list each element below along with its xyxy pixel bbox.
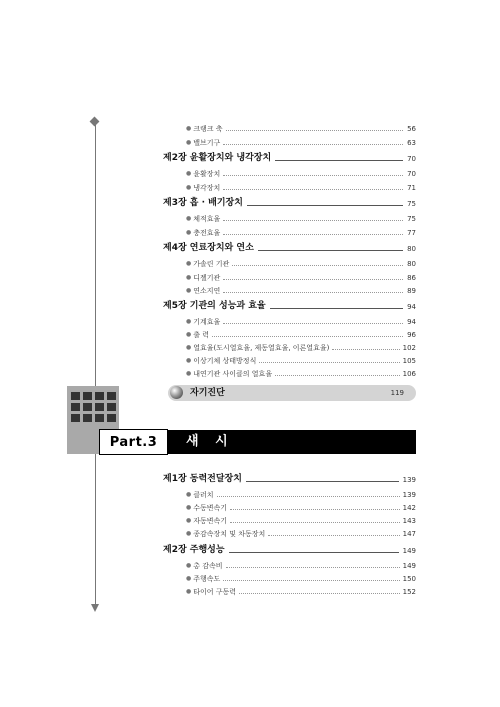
dot-leader xyxy=(275,375,400,376)
toc-item-page: 142 xyxy=(402,504,416,512)
chapter-page: 139 xyxy=(402,476,416,484)
chapter-page: 70 xyxy=(407,155,416,163)
chapter-rule xyxy=(229,552,399,553)
bullet-icon: ● xyxy=(186,139,192,146)
toc-item-title: 기계효율 xyxy=(193,318,221,326)
chapter-title: 제2장 윤활장치와 냉각장치 xyxy=(163,153,272,163)
dot-leader xyxy=(223,279,403,280)
chapter-title: 제1장 동력전달장치 xyxy=(163,474,242,484)
dot-leader xyxy=(226,130,403,131)
dot-leader xyxy=(223,580,399,581)
toc-item[interactable] xyxy=(186,572,416,584)
part-title: 섀 시 xyxy=(186,434,234,449)
bullet-icon: ● xyxy=(186,517,192,524)
toc-item[interactable] xyxy=(186,226,416,238)
bullet-icon: ● xyxy=(186,575,192,582)
toc-item-title: 수동변속기 xyxy=(193,504,228,512)
dot-leader xyxy=(230,522,400,523)
chapter-rule xyxy=(275,160,403,161)
bullet-icon: ● xyxy=(186,530,192,537)
chapter-page: 149 xyxy=(402,547,416,555)
toc-item[interactable] xyxy=(186,354,416,366)
toc-item[interactable] xyxy=(186,501,416,513)
toc-item-page: 105 xyxy=(402,357,416,365)
toc-item-page: 71 xyxy=(407,184,416,192)
dot-leader xyxy=(223,234,403,235)
bullet-icon: ● xyxy=(186,260,192,267)
toc-item-page: 143 xyxy=(402,517,416,525)
toc-item[interactable] xyxy=(186,585,416,597)
bullet-icon: ● xyxy=(186,504,192,511)
grid-square xyxy=(95,403,104,411)
toc-item[interactable] xyxy=(186,136,416,148)
toc-item-page: 150 xyxy=(402,575,416,583)
bullet-icon: ● xyxy=(186,588,192,595)
grid-square xyxy=(71,392,80,400)
chapter-rule xyxy=(247,205,403,206)
toc-item-page: 89 xyxy=(407,287,416,295)
toc-item-title: 연소지연 xyxy=(193,287,221,295)
toc-item-title: 체적효율 xyxy=(193,215,221,223)
dot-leader xyxy=(223,189,403,190)
bullet-icon: ● xyxy=(186,215,192,222)
toc-chapter[interactable] xyxy=(163,472,416,486)
toc-chapter[interactable] xyxy=(163,151,416,165)
bullet-icon: ● xyxy=(186,562,192,569)
toc-item-title: 내연기관 사이클의 열효율 xyxy=(193,370,273,378)
timeline-arrow-icon xyxy=(91,604,99,612)
dot-leader xyxy=(223,220,403,221)
toc-item[interactable] xyxy=(186,527,416,539)
chapter-title: 제4장 연료장치와 연소 xyxy=(163,243,254,253)
toc-item-title: 냉각장치 xyxy=(193,184,221,192)
toc-item[interactable] xyxy=(186,212,416,224)
dot-leader xyxy=(223,323,403,324)
chapter-title: 제3장 흡 · 배기장치 xyxy=(163,198,243,208)
timeline-diamond-icon xyxy=(90,117,100,127)
dot-leader xyxy=(223,292,403,293)
toc-item-title: 열효율(도시열효율, 제동열효율, 이론열효율) xyxy=(193,344,330,352)
dot-leader xyxy=(226,567,400,568)
bullet-icon: ● xyxy=(186,357,192,364)
bullet-icon: ● xyxy=(186,370,192,377)
dot-leader xyxy=(212,336,403,337)
toc-item[interactable] xyxy=(186,341,416,353)
grid-square xyxy=(95,414,104,422)
grid-square xyxy=(83,414,92,422)
bullet-icon: ● xyxy=(186,331,192,338)
toc-item-page: 96 xyxy=(407,331,416,339)
toc-item-title: 자동변속기 xyxy=(193,517,228,525)
toc-item-title: 출 력 xyxy=(193,331,209,339)
toc-item-page: 147 xyxy=(402,530,416,538)
toc-item[interactable] xyxy=(186,328,416,340)
toc-item-page: 149 xyxy=(402,562,416,570)
grid-square xyxy=(71,403,80,411)
bullet-icon: ● xyxy=(186,287,192,294)
self-check-page: 119 xyxy=(390,389,404,397)
grid-square xyxy=(107,392,116,400)
toc-item[interactable] xyxy=(186,284,416,296)
toc-item-page: 77 xyxy=(407,229,416,237)
toc-item[interactable] xyxy=(186,167,416,179)
sphere-icon xyxy=(170,386,183,399)
toc-item-title: 클러치 xyxy=(193,491,214,499)
bullet-icon: ● xyxy=(186,184,192,191)
dot-leader xyxy=(223,175,403,176)
toc-item-title: 타이어 구동력 xyxy=(193,588,237,596)
chapter-rule xyxy=(246,481,399,482)
bullet-icon: ● xyxy=(186,125,192,132)
part-label-box xyxy=(99,429,168,455)
self-check-entry[interactable] xyxy=(168,385,416,401)
bullet-icon: ● xyxy=(186,491,192,498)
toc-item[interactable] xyxy=(186,514,416,526)
toc-item-page: 63 xyxy=(407,139,416,147)
toc-item[interactable] xyxy=(186,257,416,269)
toc-item-title: 이상기체 상태방정식 xyxy=(193,357,257,365)
toc-chapter[interactable] xyxy=(163,241,416,255)
toc-item[interactable] xyxy=(186,488,416,500)
chapter-page: 75 xyxy=(407,200,416,208)
toc-item-title: 주행속도 xyxy=(193,575,221,583)
dot-leader xyxy=(259,362,399,363)
chapter-page: 80 xyxy=(407,245,416,253)
toc-item-title: 충전효율 xyxy=(193,229,221,237)
toc-item-title: 크랭크 축 xyxy=(193,125,223,133)
toc-item[interactable] xyxy=(186,367,416,379)
toc-item-title: 가솔린 기관 xyxy=(193,260,230,268)
toc-item[interactable] xyxy=(186,315,416,327)
grid-square xyxy=(83,392,92,400)
toc-item-page: 80 xyxy=(407,260,416,268)
dot-leader xyxy=(239,593,400,594)
toc-item-page: 70 xyxy=(407,170,416,178)
toc-item-page: 94 xyxy=(407,318,416,326)
toc-chapter[interactable] xyxy=(163,196,416,210)
chapter-page: 94 xyxy=(407,303,416,311)
toc-chapter[interactable] xyxy=(163,543,416,557)
toc-item-page: 139 xyxy=(402,491,416,499)
bullet-icon: ● xyxy=(186,170,192,177)
dot-leader xyxy=(217,496,400,497)
toc-item-title: 디젤기관 xyxy=(193,274,221,282)
toc-item-page: 152 xyxy=(402,588,416,596)
toc-item-title: 밸브기구 xyxy=(193,139,221,147)
self-check-title: 자기진단 xyxy=(190,388,225,398)
grid-square xyxy=(71,414,80,422)
dot-leader xyxy=(230,509,400,510)
toc-item[interactable] xyxy=(186,122,416,134)
grid-square xyxy=(95,392,104,400)
toc-item-title: 윤활장치 xyxy=(193,170,221,178)
dot-leader xyxy=(332,349,399,350)
dot-leader xyxy=(268,535,399,536)
toc-item-page: 75 xyxy=(407,215,416,223)
toc-item-page: 56 xyxy=(407,125,416,133)
toc-item-title: 종감속장치 및 차동장치 xyxy=(193,530,266,538)
toc-item-page: 102 xyxy=(402,344,416,352)
chapter-title: 제2장 주행성능 xyxy=(163,545,225,555)
chapter-title: 제5장 기관의 성능과 효율 xyxy=(163,301,266,311)
toc-item[interactable] xyxy=(186,271,416,283)
grid-square xyxy=(107,403,116,411)
chapter-rule xyxy=(270,308,403,309)
bullet-icon: ● xyxy=(186,229,192,236)
toc-chapter[interactable] xyxy=(163,299,416,313)
dot-leader xyxy=(223,144,403,145)
bullet-icon: ● xyxy=(186,274,192,281)
grid-square xyxy=(83,403,92,411)
toc-item-page: 86 xyxy=(407,274,416,282)
bullet-icon: ● xyxy=(186,344,192,351)
toc-item[interactable] xyxy=(186,559,416,571)
dot-leader xyxy=(232,265,403,266)
toc-item[interactable] xyxy=(186,181,416,193)
chapter-rule xyxy=(258,250,403,251)
timeline-line xyxy=(95,124,96,608)
part-label: Part.3 xyxy=(109,434,158,450)
toc-item-page: 106 xyxy=(402,370,416,378)
toc-item-title: 총 감속비 xyxy=(193,562,223,570)
grid-square xyxy=(107,414,116,422)
bullet-icon: ● xyxy=(186,318,192,325)
